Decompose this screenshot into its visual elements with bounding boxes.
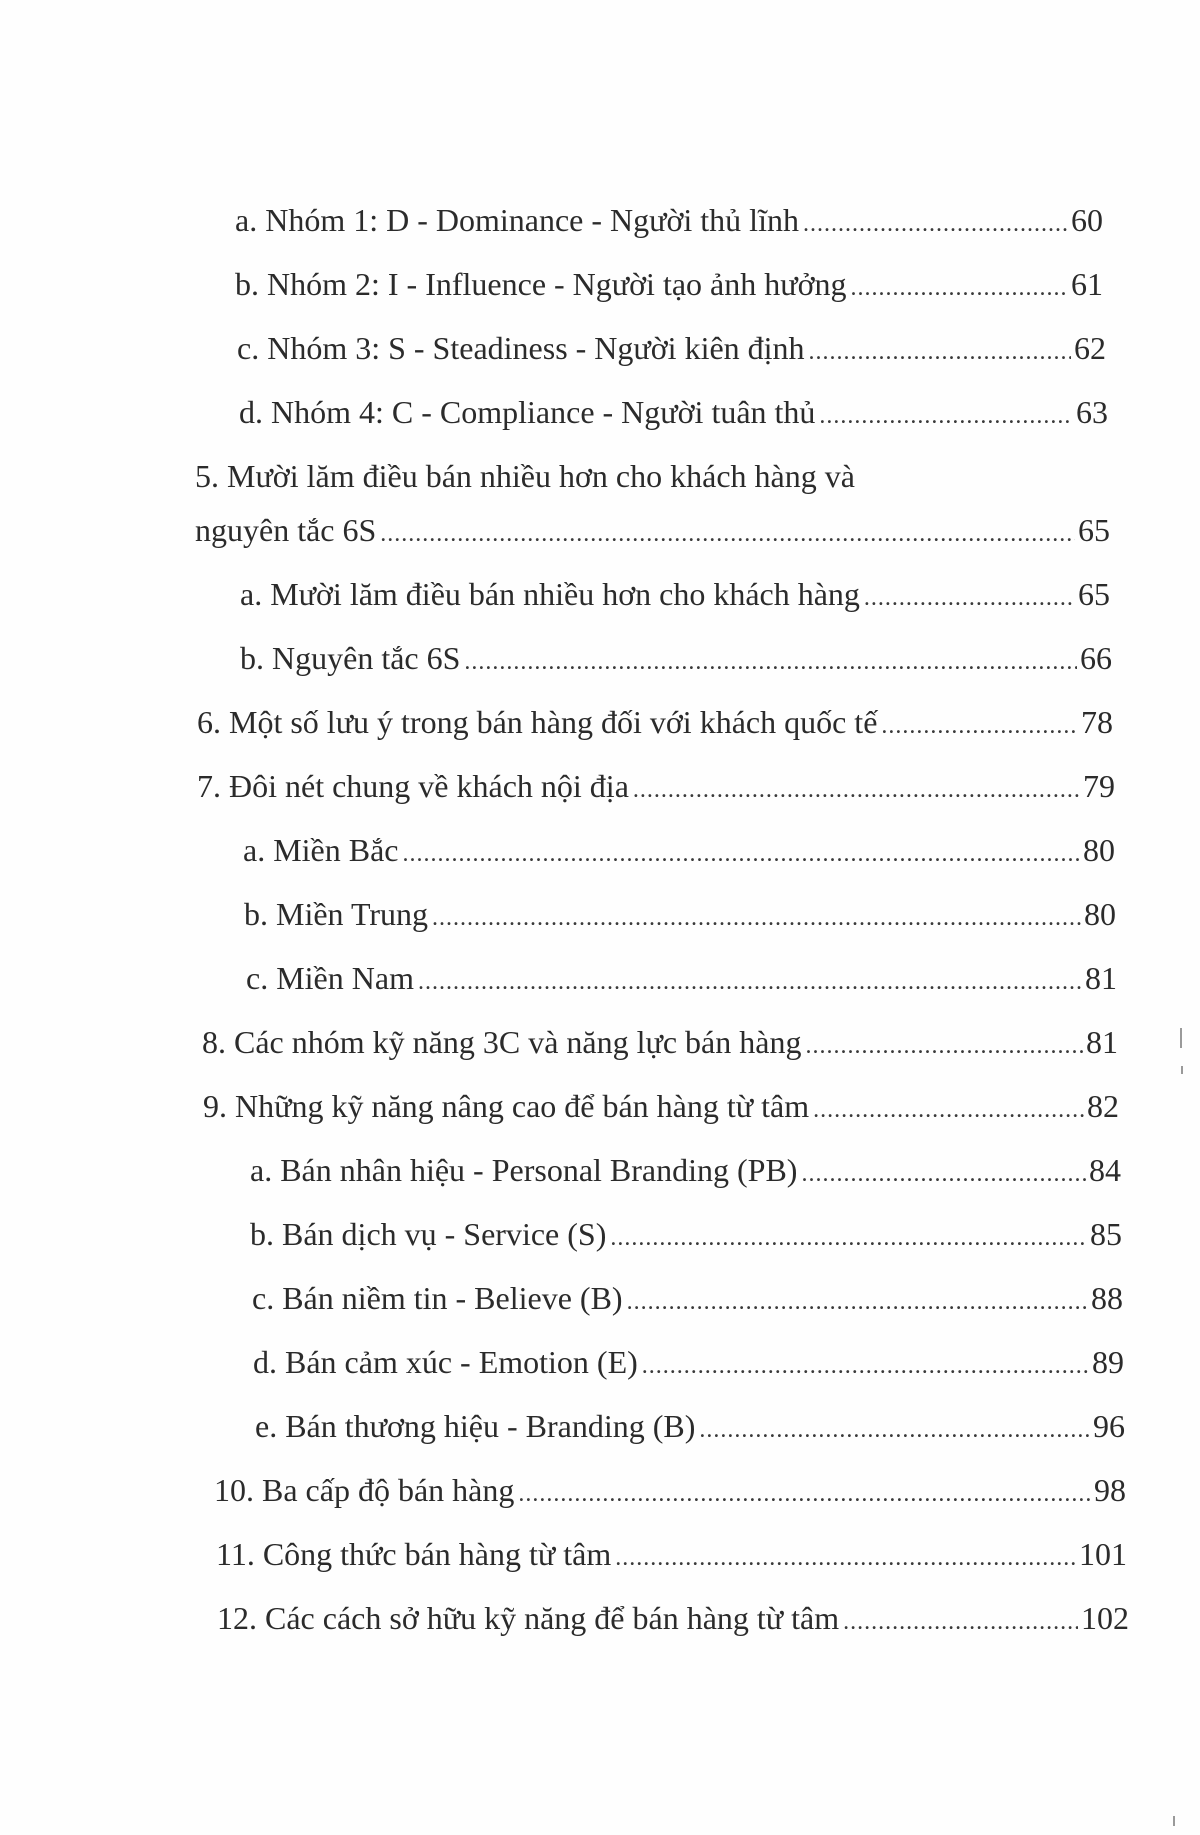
toc-entry — [240, 574, 1110, 618]
toc-entry-label: d. Bán cảm xúc - Emotion (E) — [253, 1344, 638, 1380]
toc-entry-label: 12. Các cách sở hữu kỹ năng để bán hàng từ tâm — [217, 1600, 840, 1636]
toc-entry-page: 81 — [1085, 960, 1117, 996]
dot-leader — [403, 834, 1081, 874]
toc-entry-page: 101 — [1079, 1536, 1127, 1572]
dot-leader — [803, 204, 1068, 244]
toc-entry-label: 10. Ba cấp độ bán hàng — [214, 1472, 515, 1508]
dot-leader — [380, 514, 1075, 554]
dot-leader — [801, 1154, 1086, 1194]
dot-leader — [851, 268, 1069, 308]
dot-leader — [518, 1474, 1091, 1514]
toc-entry — [195, 510, 1110, 554]
toc-entry — [239, 392, 1108, 436]
toc-entry-label: c. Bán niềm tin - Believe (B) — [252, 1280, 623, 1316]
toc-entry — [202, 1022, 1118, 1066]
toc-entry-page: 84 — [1089, 1152, 1121, 1188]
paper-speck — [1181, 1066, 1183, 1074]
toc-entry-page: 63 — [1076, 394, 1108, 430]
toc-entry — [244, 894, 1116, 938]
toc-entry — [240, 638, 1112, 682]
dot-leader — [809, 332, 1071, 372]
toc-entry — [243, 830, 1115, 874]
toc-entry-label: c. Miền Nam — [246, 960, 414, 996]
toc-entry — [216, 1534, 1127, 1578]
toc-entry — [235, 264, 1103, 308]
dot-leader — [464, 642, 1077, 682]
dot-leader — [819, 396, 1073, 436]
toc-entry-label: e. Bán thương hiệu - Branding (B) — [255, 1408, 696, 1444]
toc-entry-page: 66 — [1080, 640, 1112, 676]
toc-entry-label: 8. Các nhóm kỹ năng 3C và năng lực bán hàng — [202, 1024, 802, 1060]
toc-entry — [203, 1086, 1119, 1130]
toc-entry-page: 102 — [1081, 1600, 1129, 1636]
toc-entry — [250, 1214, 1122, 1258]
toc-entry-page: 80 — [1084, 896, 1116, 932]
toc-entry — [237, 328, 1106, 372]
toc-entry — [250, 1150, 1121, 1194]
toc-entry-page: 78 — [1081, 704, 1113, 740]
toc-entry-page: 62 — [1074, 330, 1106, 366]
toc-entry — [197, 702, 1113, 746]
toc-entry-label: 11. Công thức bán hàng từ tâm — [216, 1536, 612, 1572]
toc-entry-label: b. Bán dịch vụ - Service (S) — [250, 1216, 607, 1252]
toc-entry-page: 82 — [1087, 1088, 1119, 1124]
toc-entry-page: 96 — [1093, 1408, 1125, 1444]
toc-entry-label: b. Nguyên tắc 6S — [240, 640, 461, 676]
toc-entry — [246, 958, 1117, 1002]
toc-entry — [235, 200, 1103, 244]
toc-entry-page: 60 — [1071, 202, 1103, 238]
dot-leader — [642, 1346, 1089, 1386]
toc-entry-label: 7. Đôi nét chung về khách nội địa — [197, 768, 629, 804]
dot-leader — [627, 1282, 1088, 1322]
toc-entry-label: a. Bán nhân hiệu - Personal Branding (PB) — [250, 1152, 798, 1188]
toc-entry-label-line1: 5. Mười lăm điều bán nhiều hơn cho khách hàng và — [195, 458, 855, 494]
toc-entry-label: d. Nhóm 4: C - Compliance - Người tuân thủ — [239, 394, 816, 430]
toc-entry-label: a. Miền Bắc — [243, 832, 399, 868]
toc-entry-label: a. Nhóm 1: D - Dominance - Người thủ lĩnh — [235, 202, 799, 238]
toc-entry-label: 6. Một số lưu ý trong bán hàng đối với khách quốc tế — [197, 704, 878, 740]
toc-entry-label: 9. Những kỹ năng nâng cao để bán hàng từ tâm — [203, 1088, 810, 1124]
dot-leader — [813, 1090, 1084, 1130]
dot-leader — [633, 770, 1080, 810]
toc-entry-label: b. Nhóm 2: I - Influence - Người tạo ảnh hưởng — [235, 266, 847, 302]
toc-entry-page: 65 — [1078, 512, 1110, 548]
toc-entry — [255, 1406, 1125, 1450]
toc-entry-page: 98 — [1094, 1472, 1126, 1508]
toc-entry-label: nguyên tắc 6S — [195, 512, 377, 548]
dot-leader — [843, 1602, 1078, 1642]
toc-entry-label: a. Mười lăm điều bán nhiều hơn cho khách hàng — [240, 576, 860, 612]
toc-entry-page: 88 — [1091, 1280, 1123, 1316]
toc-entry-page: 79 — [1083, 768, 1115, 804]
dot-leader — [881, 706, 1078, 746]
toc-entry-page: 89 — [1092, 1344, 1124, 1380]
toc-entry-page: 65 — [1078, 576, 1110, 612]
toc-entry-page: 80 — [1083, 832, 1115, 868]
paper-speck — [1173, 1816, 1175, 1826]
toc-entry — [214, 1470, 1126, 1514]
paper-speck — [1180, 1028, 1182, 1048]
dot-leader — [432, 898, 1081, 938]
dot-leader — [418, 962, 1082, 1002]
toc-entry — [217, 1598, 1129, 1642]
dot-leader — [610, 1218, 1087, 1258]
toc-entry-page: 85 — [1090, 1216, 1122, 1252]
dot-leader — [805, 1026, 1083, 1066]
dot-leader — [699, 1410, 1090, 1450]
dot-leader — [864, 578, 1075, 618]
toc-entry — [197, 766, 1115, 810]
toc-entry — [252, 1278, 1123, 1322]
toc-entry-page: 81 — [1086, 1024, 1118, 1060]
toc-entry-label: b. Miền Trung — [244, 896, 429, 932]
dot-leader — [615, 1538, 1076, 1578]
toc-entry — [253, 1342, 1124, 1386]
toc-entry-label: c. Nhóm 3: S - Steadiness - Người kiên định — [237, 330, 805, 366]
toc-entry-page: 61 — [1071, 266, 1103, 302]
